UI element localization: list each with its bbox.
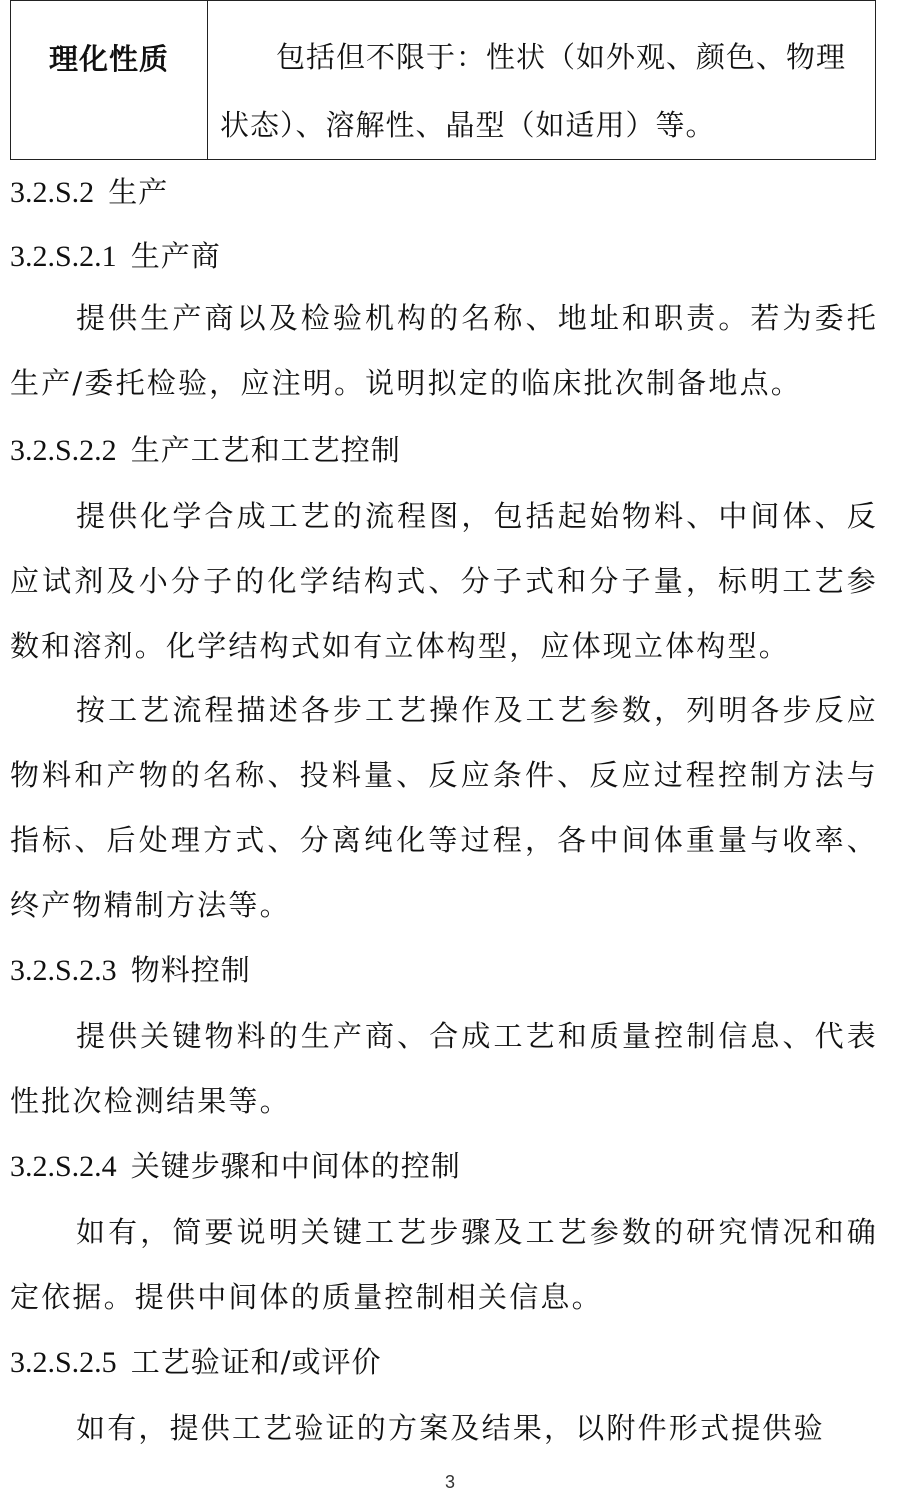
section-number: 3.2.S.2 <box>10 176 95 209</box>
table-row <box>11 1 876 160</box>
section-heading-process-validation <box>10 1342 381 1383</box>
section-title: 关键步骤和中间体的控制 <box>130 1149 461 1183</box>
paragraph-critical-steps: 如有，简要说明关键工艺步骤及工艺参数的研究情况和确定依据。提供中间体的质量控制相关信息。 <box>10 1215 878 1314</box>
section-number: 3.2.S.2.5 <box>10 1346 117 1379</box>
table-content-cell <box>208 1 876 160</box>
paragraph-material-control: 提供关键物料的生产商、合成工艺和质量控制信息、代表性批次检测结果等。 <box>10 1019 878 1118</box>
section-title: 工艺验证和/或评价 <box>130 1345 382 1379</box>
section-number: 3.2.S.2.4 <box>10 1150 117 1183</box>
section-number: 3.2.S.2.2 <box>10 434 117 467</box>
paragraph-process-validation: 如有，提供工艺验证的方案及结果，以附件形式提供验 <box>76 1411 825 1445</box>
section-number: 3.2.S.2.3 <box>10 954 117 987</box>
paragraph-process-flow: 提供化学合成工艺的流程图，包括起始物料、中间体、反应试剂及小分子的化学结构式、分子式和分子量，标明工艺参数和溶剂。化学结构式如有立体构型，应体现立体构型。 <box>10 499 878 663</box>
section-heading-material-control <box>10 950 251 991</box>
physicochemical-properties-table <box>10 0 876 160</box>
section-number: 3.2.S.2.1 <box>10 240 117 273</box>
section-title: 生产 <box>108 175 169 209</box>
section-title: 物料控制 <box>130 953 251 987</box>
paragraph-process-steps: 按工艺流程描述各步工艺操作及工艺参数，列明各步反应物料和产物的名称、投料量、反应条件、反应过程控制方法与指标、后处理方式、分离纯化等过程，各中间体重量与收率、终产物精制方法等。 <box>10 693 878 922</box>
table-label: 理化性质 <box>48 42 169 76</box>
table-label-cell <box>11 1 208 160</box>
table-content-text: 包括但不限于：性状（如外观、颜色、物理状态）、溶解性、晶型（如适用）等。 <box>220 40 847 142</box>
paragraph-manufacturer: 提供生产商以及检验机构的名称、地址和职责。若为委托生产/委托检验，应注明。说明拟定的临床批次制备地点。 <box>10 301 878 400</box>
section-heading-critical-steps <box>10 1146 461 1187</box>
section-heading-process-control <box>10 430 401 471</box>
section-title: 生产商 <box>130 239 221 273</box>
section-heading-production <box>10 172 168 213</box>
section-heading-manufacturer <box>10 236 221 277</box>
page-number: 3 <box>444 1472 455 1492</box>
section-title: 生产工艺和工艺控制 <box>130 433 401 467</box>
